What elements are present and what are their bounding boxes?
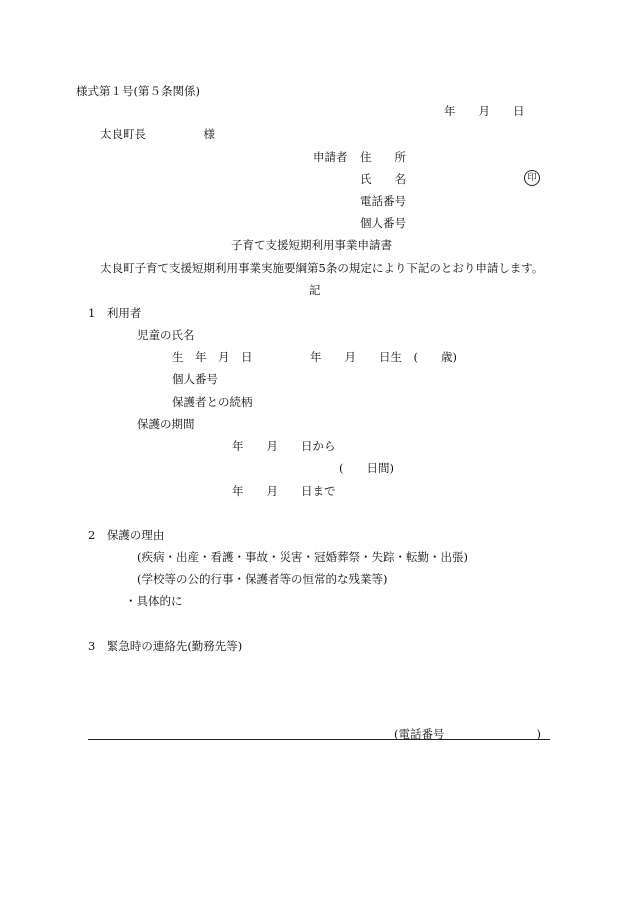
relation-label: 保護者との続柄 [172, 395, 253, 409]
reasons-line-2: (学校等の公的行事・保護者等の恒常的な残業等) [137, 572, 388, 586]
period-label: 保護の期間 [137, 417, 195, 431]
period-days: ( 日間) [339, 461, 394, 475]
applicant-label: 申請者 [313, 150, 348, 164]
document-title: 子育て支援短期利用事業申請書 [231, 238, 392, 252]
period-until: 年 月 日まで [232, 484, 336, 498]
reasons-line-1: (疾病・出産・看護・事故・災害・冠婚葬祭・失踪・転勤・出張) [137, 550, 468, 564]
date-line: 年 月 日 [444, 104, 525, 118]
applicant-address-label: 住 所 [360, 150, 406, 164]
ki-heading: 記 [309, 283, 321, 297]
period-from: 年 月 日から [232, 439, 336, 453]
birth-date-line: 生 年 月 日 年 月 日生 ( 歳) [172, 350, 457, 364]
applicant-name-label: 氏 名 [360, 172, 406, 186]
child-personal-no-label: 個人番号 [172, 372, 218, 386]
applicant-personal-no-label: 個人番号 [360, 216, 406, 230]
seal-mark: 印 [524, 170, 540, 186]
specific-label: ・具体的に [125, 594, 183, 608]
child-name-label: 児童の氏名 [137, 328, 195, 342]
contact-underline [88, 739, 550, 740]
addressee: 太良町長 様 [100, 127, 215, 141]
contact-phone-label: (電話番号 ) [394, 727, 541, 741]
form-id: 様式第１号(第５条関係) [76, 84, 200, 98]
section3-heading: 3 緊急時の連絡先(勤務先等) [88, 639, 243, 653]
section2-heading: 2 保護の理由 [88, 528, 165, 542]
section1-heading: 1 利用者 [88, 306, 142, 320]
applicant-phone-label: 電話番号 [360, 194, 406, 208]
intro-text: 太良町子育て支援短期利用事業実施要綱第5条の規定により下記のとおり申請します。 [100, 261, 544, 275]
